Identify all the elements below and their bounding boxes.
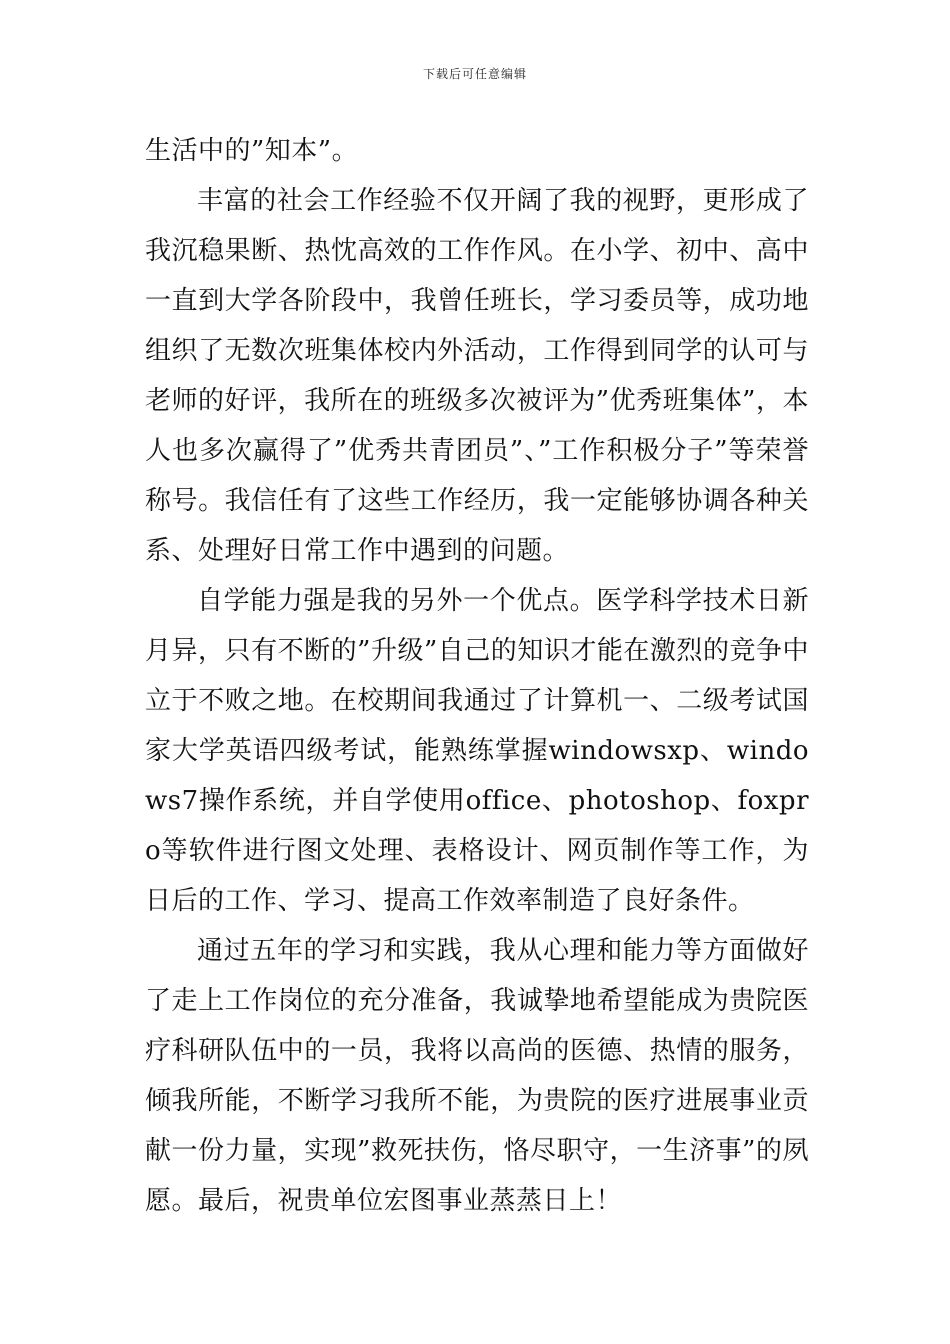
paragraph-work-experience: 丰富的社会工作经验不仅开阔了我的视野，更形成了我沉稳果断、热忱高效的工作作风。在小学、初中、高中一直到大学各阶段中，我曾任班长，学习委员等，成功地组织了无数次班集体校内外活动，工作得到同学的认可与老师的好评，我所在的班级多次被评为”优秀班集体”，本人也多次赢得了”优秀共青团员”、”工作积极分子”等荣誉称号。我信任有了这些工作经历，我一定能够协调各种关系、处理好日常工作中遇到的问题。 [145,186,809,566]
paragraph-continuation: 生活中的”知本”。 [145,136,359,166]
document-body [145,126,809,1226]
paragraph-self-learning: 自学能力强是我的另外一个优点。医学科学技术日新月异，只有不断的”升级”自己的知识才能在激烈的竞争中立于不败之地。在校期间我通过了计算机一、二级考试国家大学英语四级考试，能熟练掌握windowsxp、windows7操作系统，并自学使用office、photoshop、foxpro等软件进行图文处理、表格设计、网页制作等工作，为日后的工作、学习、提高工作效率制造了良好条件。 [145,586,809,916]
paragraph-closing: 通过五年的学习和实践，我从心理和能力等方面做好了走上工作岗位的充分准备，我诚挚地希望能成为贵院医疗科研队伍中的一员，我将以高尚的医德、热情的服务，倾我所能，不断学习我所不能，为贵院的医疗进展事业贡献一份力量，实现”救死扶伤，恪尽职守，一生济事”的夙愿。最后，祝贵单位宏图事业蒸蒸日上！ [145,936,809,1216]
page-header: 下载后可任意编辑 [422,67,527,81]
